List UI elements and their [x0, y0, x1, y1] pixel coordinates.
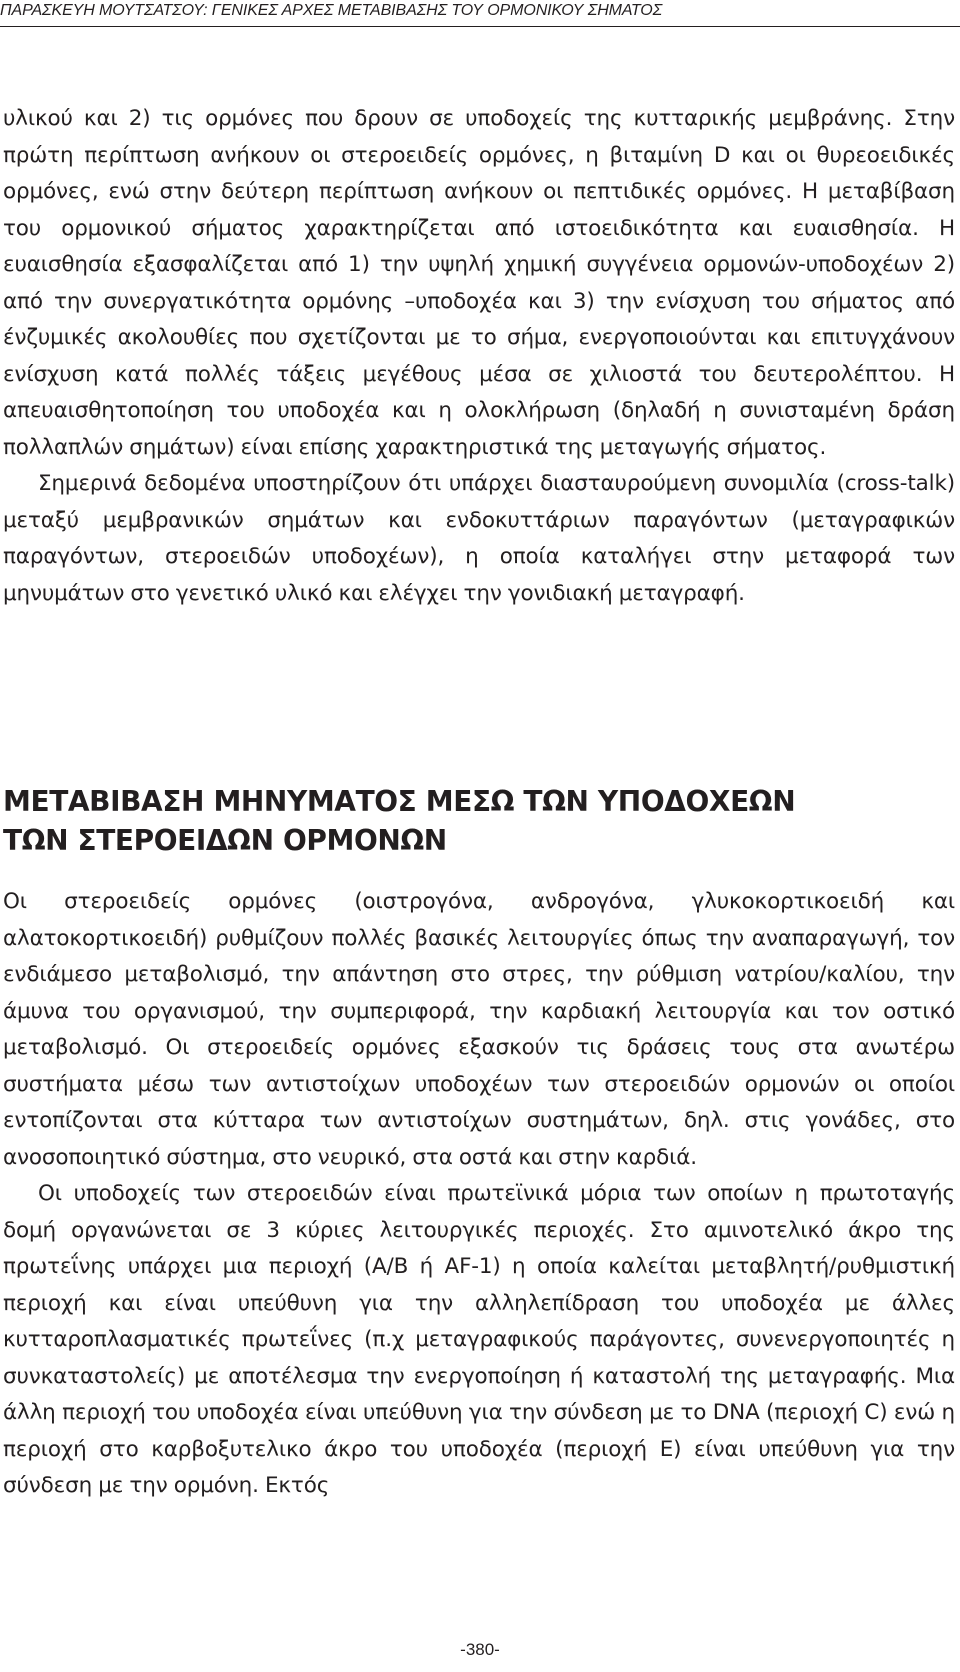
paragraph: Οι υποδοχείς των στεροειδών είναι πρωτεϊνικά μόρια των οποίων η πρωτοταγής δομή οργανώνεται σε 3 κύριες λειτουργικές περιοχές. Στο αμινοτελικό άκρο της πρωτεΐνης υπάρχει μια περιοχή (A/B ή AF-1) η οποία καλείται μεταβλητή/ρυθμιστική περιοχή και είναι υπεύθυνη για την αλληλεπίδραση του υποδοχέα με άλλες κυτταροπλασματικές πρωτεΐνες (π.χ μεταγραφικούς παράγοντες, συνενεργοποιητές η συνκαταστολείς) με αποτέλεσμα την ενεργοποίηση ή καταστολή της μεταγραφής. Μια άλλη περιοχή του υποδοχέα είναι υπεύθυνη για την σύνδεση με το DNA (περιοχή C) ενώ η περιοχή στο καρβοξυτελικο άκρο του υποδοχέα (περιοχή E) είναι υπεύθυνη για την σύνδεση με την ορμόνη. Εκτός — [3, 1181, 955, 1498]
page-number: -380- — [460, 1640, 500, 1659]
running-title: ΠΑΡΑΣΚΕΥΗ ΜΟΥΤΣΑΤΣΟΥ: ΓΕΝΙΚΕΣ ΑΡΧΕΣ ΜΕΤΑΒΙΒΑΣΗΣ ΤΟΥ ΟΡΜΟΝΙΚΟΥ ΣΗΜΑΤΟΣ — [0, 2, 663, 19]
section-heading-line: ΜΕΤΑΒΙΒΑΣΗ ΜΗΝΥΜΑΤΟΣ ΜΕΣΩ ΤΩΝ ΥΠΟΔΟΧΕΩΝ — [3, 785, 796, 818]
paragraph: Σημερινά δεδομένα υποστηρίζουν ότι υπάρχει διασταυρούμενη συνομιλία (cross-talk) μεταξύ μεμβρανικών σημάτων και ενδοκυττάριων παραγόντων (μεταγραφικών παραγόντων, στεροειδών υποδοχέων), η οποία καταλήγει στην μεταφορά των μηνυμάτων στο γενετικό υλικό και ελέγχει την γονιδιακή μεταγραφή. — [3, 471, 955, 606]
paragraph: Οι στεροειδείς ορμόνες (οιστρογόνα, ανδρογόνα, γλυκοκορτικοειδή και αλατοκορτικοειδή) ρυθμίζουν πολλές βασικές λειτουργίες όπως την αναπαραγωγή, τον ενδιάμεσο μεταβολισμό, την απάντηση στο στρες, την ρύθμιση νατρίου/καλίου, την άμυνα του οργανισμού, την συμπεριφορά, την καρδιακή λειτουργία και τον οστικό μεταβολισμό. Οι στεροειδείς ορμόνες εξασκούν τις δράσεις τους στα ανωτέρω συστήματα μέσω των αντιστοίχων υποδοχέων των στεροειδών ορμονών οι οποίοι εντοπίζονται στα κύτταρα των αντιστοίχων συστημάτων, δηλ. στις γονάδες, στο ανοσοποιητικό σύστημα, στο νευρικό, στα οστά και στην καρδιά. — [3, 889, 955, 1170]
section-heading-line: ΤΩΝ ΣΤΕΡΟΕΙΔΩΝ ΟΡΜΟΝΩΝ — [3, 824, 447, 857]
running-header — [0, 2, 960, 27]
paragraph: υλικού και 2) τις ορμόνες που δρουν σε υποδοχείς της κυτταρικής μεμβράνης. Στην πρώτη περίπτωση ανήκουν οι στεροειδείς ορμόνες, η βιταμίνη D και οι θυρεοειδικές ορμόνες, ενώ στην δεύτερη περίπτωση ανήκουν οι πεπτιδικές ορμόνες. Η μεταβίβαση του ορμονικού σήματος χαρακτηρίζεται από ιστοειδικότητα και ευαισθησία. Η ευαισθησία εξασφαλίζεται από 1) την υψηλή χημική συγγένεια ορμονών-υποδοχέων 2) από την συνεργατικότητα ορμόνης –υποδοχέα και 3) την ενίσχυση του σήματος από ένζυμικές ακολουθίες που σχετίζονται με το σήμα, ενεργοποιούνται και επιτυγχάνουν ενίσχυση κατά πολλές τάξεις μεγέθους μέσα σε χιλιοστά του δευτερολέπτου. Η απευαισθητοποίηση του υποδοχέα και η ολοκλήρωση (δηλαδή η συνισταμένη δράση πολλαπλών σημάτων) είναι επίσης χαρακτηριστικά της μεταγωγής σήματος. — [3, 106, 955, 460]
section-heading — [3, 782, 955, 860]
body-text-top — [3, 101, 955, 612]
body-text-section — [3, 884, 955, 1505]
